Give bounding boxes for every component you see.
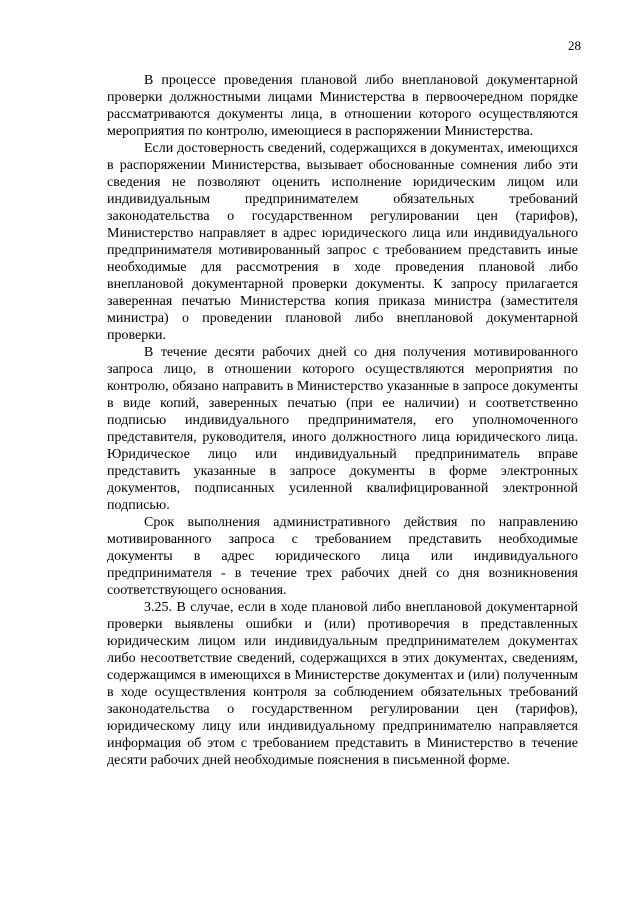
- document-body: [107, 72, 578, 769]
- paragraph-motivated-request: Если достоверность сведений, содержащихся в документах, имеющихся в распоряжении Министерства, вызывает обоснованные сомнения либо эти сведения не позволяют оценить исполнение юридическим лицом или индивидуальным предпринимателем обязательных требований законодательства о государственном регулировании цен (тарифов), Министерство направляет в адрес юридического лица или индивидуального предпринимателя мотивированный запрос с требованием представить иные необходимые для рассмотрения в ходе проведения плановой либо внеплановой документарной проверки документы. К запросу прилагается заверенная печатью Министерства копия приказа министра (заместителя министра) о проведении плановой либо внеплановой документарной проверки.: [107, 141, 578, 343]
- paragraph-documentary-check-review: В процессе проведения плановой либо внеплановой документарной проверки должностными лицами Министерства в первоочередном порядке рассматриваются документы лица, в отношении которого осуществляются мероприятия по контролю, имеющиеся в распоряжении Министерства.: [107, 73, 578, 139]
- page-number: 28: [568, 38, 581, 53]
- paragraph-section-3-25: 3.25. В случае, если в ходе плановой либо внеплановой документарной проверки выявлены ошибки и (или) противоречия в представленных юридическим лицом или индивидуальным предпринимателем документах либо несоответствие сведений, содержащихся в этих документах, сведениям, содержащимся в имеющихся в Министерстве документах и (или) полученным в ходе осуществления контроля за соблюдением обязательных требований законодательства о государственном регулировании цен (тарифов), юридическому лицу или индивидуальному предпринимателю направляется информация об этом с требованием представить в Министерство в течение десяти рабочих дней необходимые пояснения в письменной форме.: [107, 600, 578, 768]
- paragraph-response-deadline: В течение десяти рабочих дней со дня получения мотивированного запроса лицо, в отношении которого осуществляются мероприятия по контролю, обязано направить в Министерство указанные в запросе документы в виде копий, заверенных печатью (при ее наличии) и соответственно подписью индивидуального предпринимателя, его уполномоченного представителя, руководителя, иного должностного лица юридического лица. Юридическое лицо или индивидуальный предприниматель вправе представить указанные в запросе документы в форме электронных документов, подписанных усиленной квалифицированной электронной подписью.: [107, 345, 578, 513]
- paragraph-action-term: Срок выполнения административного действия по направлению мотивированного запроса с требованием представить необходимые документы в адрес юридического лица или индивидуального предпринимателя - в течение трех рабочих дней со дня возникновения соответствующего основания.: [107, 515, 578, 598]
